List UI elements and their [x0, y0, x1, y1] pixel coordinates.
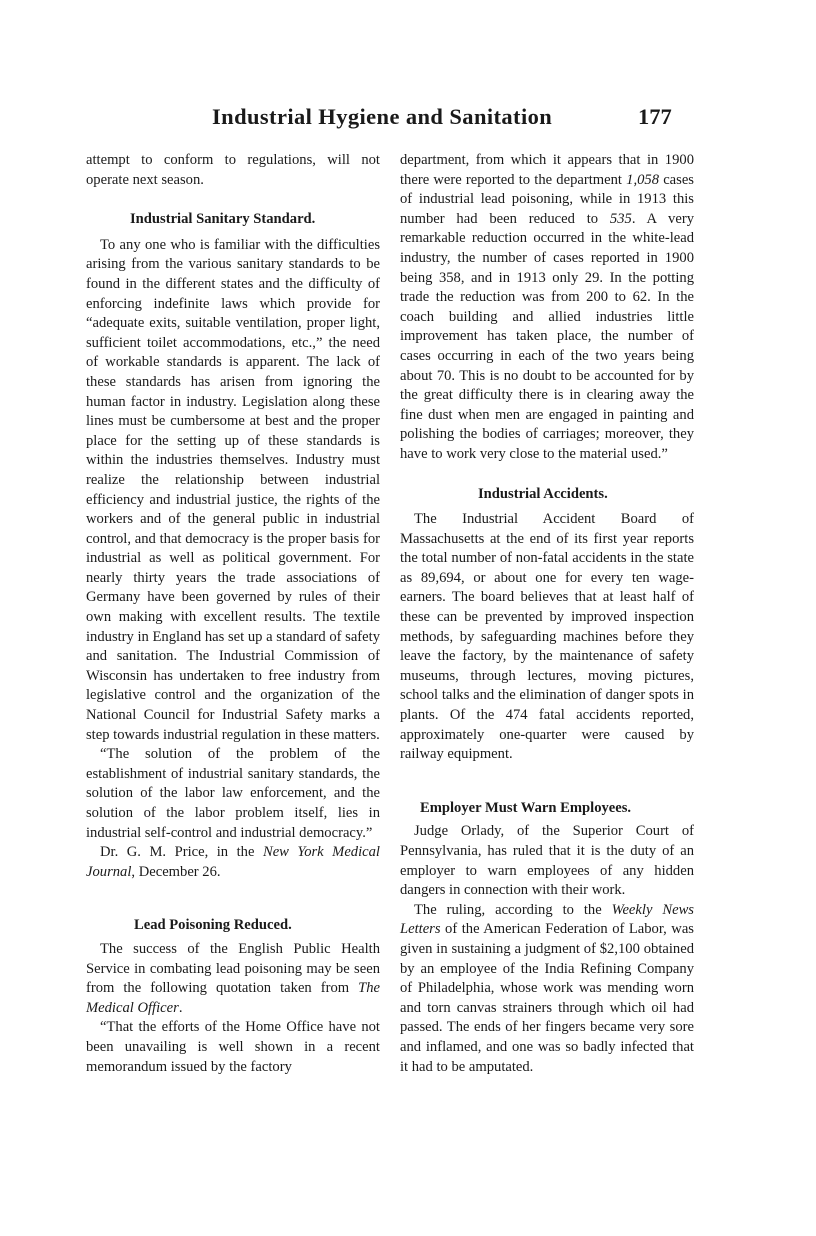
page-number: 177	[638, 104, 672, 129]
quote-paragraph: “The solution of the problem of the establishment of industrial sanitary standards, the solution of the labor law enforcement, and the solution of the labor problem itself, lies in industrial self-control and industrial democracy.”	[86, 746, 380, 841]
paragraph: The ruling, according to the Weekly News Letters of the American Federation of Labor, was given in sustaining a judgment of $2,100 obtained by an employee of the India Refining Company of Philadelphia, whose work was mending worn and torn canvas strainers through which oil had passed. The ends of her fingers became very sore and inflamed, and one was so badly infected that it had to be amputated.	[400, 901, 694, 1075]
section-heading-industrial-accidents: Industrial Accidents.	[478, 485, 608, 502]
quote-paragraph: “That the efforts of the Home Office have not been unavailing is well shown in a recent memorandum issued by the factory	[86, 1019, 380, 1075]
section-heading-sanitary-standard: Industrial Sanitary Standard.	[130, 211, 316, 228]
continuation-text: department, from which it appears that in 1900 there were reported to the department 1,058 cases of industrial lead poisoning, while in 1913 this number had been reduced to 535. A very remarkable reduction occurred in the white-lead industry, the number of cases reported in 1900 being 358, and in 1913 only 29. In the potting trade the reduction was from 200 to 62. In the coach building and allied industries little improvement has taken place, the number of cases occurring in each of the two years being about 70. This is no doubt to be accounted for by the great difficulty there is in clearing away the fine dust when men are engaged in painting and polishing the bodies of carriages; moreover, they have to work very close to the material used.”	[400, 152, 694, 462]
section-heading-lead-poisoning: Lead Poisoning Reduced.	[134, 917, 292, 934]
running-title: Industrial Hygiene and Sanitation	[212, 104, 553, 129]
source-name: Weekly News Letters	[400, 901, 694, 938]
source-name: The Medical Officer	[86, 980, 380, 1016]
paragraph: Judge Orlady, of the Superior Court of Pennsylvania, has ruled that it is the duty of an employer to warn employees of any hidden dangers in connection with their work.	[400, 823, 694, 899]
left-column	[86, 151, 380, 1077]
paragraph: The success of the English Public Health Service in combating lead poisoning may be seen from the following quotation taken from The Medical Officer.	[86, 940, 380, 1016]
paragraph: To any one who is familiar with the difficulties arising from the various sanitary standards to be found in the different states and the difficulty of enforcing indefinite laws which provide for “adequate exits, suitable ventilation, proper light, sufficient toilet accommodations, etc.,” the need of workable standards is apparent. The lack of these standards has arisen from ignoring the human factor in industry. Legislation along these lines must be cumbersome at best and the proper place for the setting up of these standards is within the industries themselves. Industry must realize the relationship between industrial efficiency and industrial justice, the rights of the workers and of the general public in industrial control, and that democracy is the proper basis for industrial as well as political government. For nearly thirty years the trade associations of Germany have been governed by rules of their own making with excellent results. The textile industry in England has set up a standard of safety and sanitation. The Industrial Commission of Wisconsin has undertaken to free industry from legislative control and the organization of the National Council for Industrial Safety marks a step towards industrial regulation in these matters.	[86, 236, 380, 743]
right-column	[400, 151, 694, 1077]
section-heading-employer-warn: Employer Must Warn Employees.	[420, 799, 632, 816]
continuation-text: attempt to conform to regulations, will not operate next season.	[86, 152, 380, 188]
journal-name: New York Medical Journal	[86, 844, 380, 880]
citation: Dr. G. M. Price, in the New York Medical Journal, December 26.	[86, 844, 380, 880]
paragraph: The Industrial Accident Board of Massachusetts at the end of its first year reports the total number of non-fatal accidents in the state as 89,694, or about one for every ten wage-earners. The board believes that at least half of these can be prevented by improved inspection methods, by safeguarding machines before they leave the factory, by the maintenance of safety museums, through lectures, moving pictures, school talks and the elimination of danger spots in plants. Of the 474 fatal accidents reported, approximately one-quarter were caused by railway equipment.	[400, 511, 694, 763]
